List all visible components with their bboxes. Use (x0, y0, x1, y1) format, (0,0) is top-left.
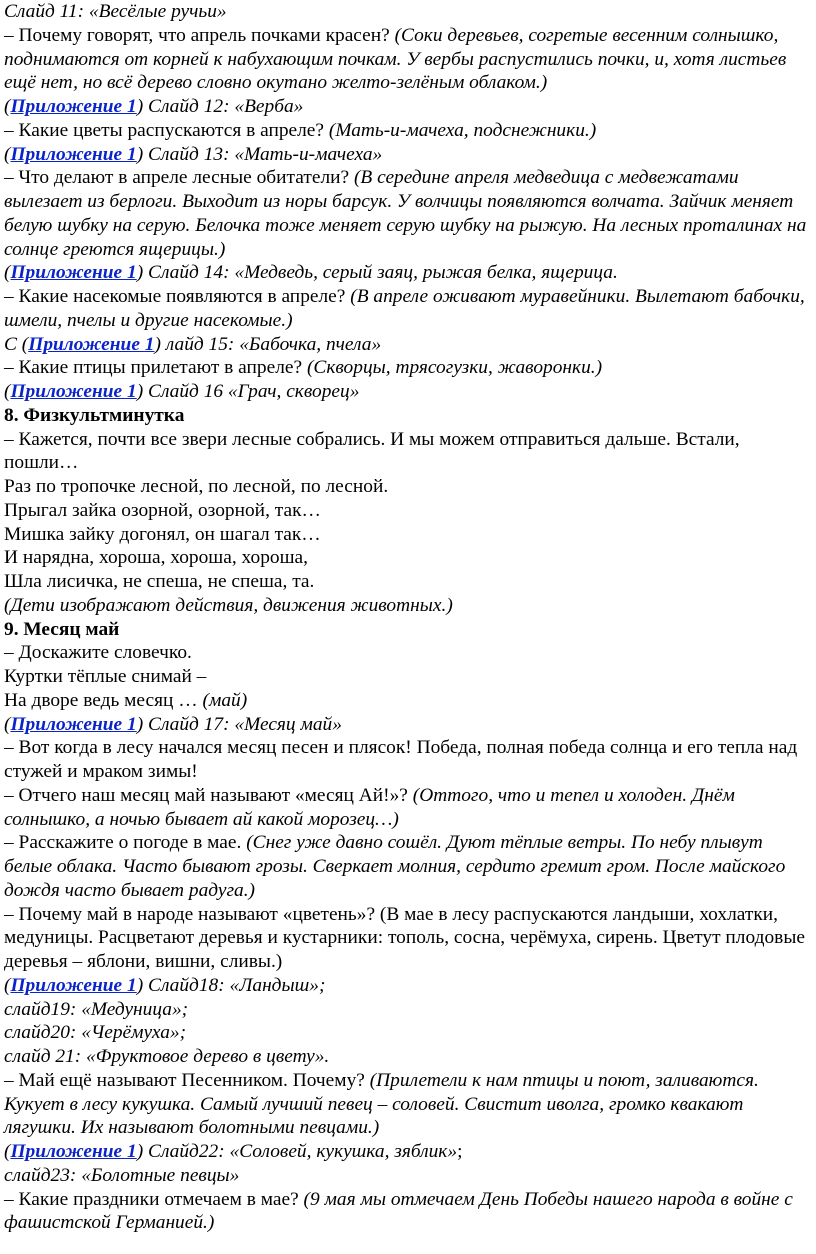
question-month-ai (4, 784, 808, 832)
answer-text: (В апреле оживают муравейники. Вылетают бабочки, шмели, пчелы и другие насекомые.) (4, 286, 805, 331)
slide-17-title: ) Слайд 17: «Месяц май» (136, 713, 342, 735)
slide-23-line: слайд23: «Болотные певцы» (4, 1164, 240, 1186)
paren-open: ( (4, 381, 11, 402)
question-text: – Какие цветы распускаются в апреле? (4, 119, 329, 141)
section-8-note: (Дети изображают действия, движения животных.) (4, 594, 453, 616)
question-insects (4, 285, 808, 333)
question-april-flowers (4, 119, 808, 143)
answer-text: (Снег уже давно сошёл. Дуют тёплые ветры. По небу плывут белые облака. Часто бывают грозы. Сверкает молния, сердито гремит гром. После майского дождя часто бывает радуга.) (4, 832, 786, 901)
paren-open: С ( (4, 333, 29, 355)
slide-16-line (4, 380, 808, 404)
slide-22-line (4, 1140, 808, 1164)
riddle-text: На дворе ведь месяц … (4, 689, 203, 711)
slide-14-line (4, 261, 808, 285)
appendix-1-link[interactable]: Приложение 1 (10, 143, 137, 165)
appendix-1-link[interactable]: Приложение 1 (10, 96, 137, 117)
question-text: – Расскажите о погоде в мае. (4, 832, 247, 854)
question-songster (4, 1069, 808, 1140)
slide-12-title: ) Слайд 12: «Верба» (136, 96, 304, 117)
question-tsveten: – Почему май в народе называют «цветень»? (В мае в лесу распускаются ландыши, хохлатки, медуницы. Расцветают деревья и кустарники: тополь, сосна, черёмуха, сирень. Цветут плодовые деревья – яблони, вишни, сливы.) (4, 903, 805, 972)
slide-12-line (4, 95, 808, 119)
slide-17-line (4, 713, 808, 737)
verse-line: Прыгал зайка озорной, озорной, так… (4, 499, 321, 521)
slide-14-title: ) Слайд 14: «Медведь, серый заяц, рыжая белка, ящерица. (136, 262, 618, 284)
section-8-intro: – Кажется, почти все звери лесные собрались. И мы можем отправиться дальше. Встали, пошли… (4, 428, 740, 474)
paragraph-songs: – Вот когда в лесу начался месяц песен и плясок! Победа, полная победа солнца и его тепла над стужей и мраком зимы! (4, 737, 798, 782)
slide-20-line: слайд20: «Черёмуха»; (4, 1022, 187, 1044)
question-text: – Какие насекомые появляются в апреле? (4, 286, 351, 307)
slide-15-line (4, 333, 808, 357)
answer-text: (Мать-и-мачеха, подснежники.) (328, 119, 597, 141)
riddle-line (4, 689, 808, 713)
section-9-heading: 9. Месяц май (4, 618, 120, 640)
answer-text: (Соки деревьев, согретые весенним солнышко, поднимаются от корней к набухающим почкам. У вербы распустились почки, и, хотя листьев ещё нет, но всё дерево словно окутано желто-зелёным облаком.) (4, 24, 787, 94)
question-forest-dwellers (4, 166, 808, 261)
paren-open: ( (4, 143, 11, 165)
slide-15-title: ) лайд 15: «Бабочка, пчела» (154, 333, 382, 355)
question-april-buds (4, 24, 808, 95)
paren-open: ( (4, 974, 11, 996)
verse-line: Раз по тропочке лесной, по лесной, по лесной. (4, 476, 389, 497)
question-text: – Отчего наш месяц май называют «месяц Ай!»? (4, 784, 413, 806)
appendix-1-link[interactable]: Приложение 1 (10, 1141, 137, 1162)
question-may-holidays (4, 1188, 808, 1236)
slide-13-title: ) Слайд 13: «Мать-и-мачеха» (136, 143, 383, 165)
verse-line: Мишка зайку догонял, он шагал так… (4, 523, 321, 545)
section-9-prompt: – Доскажите словечко. (4, 642, 192, 664)
appendix-1-link[interactable]: Приложение 1 (10, 262, 137, 284)
question-text: – Какие птицы прилетают в апреле? (4, 357, 307, 379)
slide-16-title: ) Слайд 16 «Грач, скворец» (136, 381, 360, 402)
answer-text: (Скворцы, трясогузки, жаворонки.) (306, 357, 603, 379)
slide-22-tail: ; (457, 1141, 463, 1162)
appendix-1-link[interactable]: Приложение 1 (28, 333, 155, 355)
riddle-answer: (май) (202, 689, 248, 711)
answer-text: (Прилетели к нам птицы и поют, заливаются. Кукует в лесу кукушка. Самый лучший певец – соловей. Свистит иволга, громко квакают лягушки. Их называют болотными певцами.) (4, 1069, 759, 1139)
paren-open: ( (4, 713, 11, 735)
slide-22-title: ) Слайд22: «Соловей, кукушка, зяблик» (136, 1141, 458, 1162)
slide-13-line (4, 143, 808, 167)
slide-18-line (4, 974, 808, 998)
slide-21-line: слайд 21: «Фруктовое дерево в цвету». (4, 1046, 330, 1067)
question-text: – Что делают в апреле лесные обитатели? (4, 167, 354, 189)
answer-text: (9 мая мы отмечаем День Победы нашего народа в войне с фашистской Германией.) (4, 1188, 793, 1234)
slide-18-title: ) Слайд18: «Ландыш»; (136, 974, 326, 996)
paren-open: ( (4, 96, 11, 117)
verse-line: И нарядна, хороша, хороша, хороша, (4, 547, 308, 569)
slide-11-title: Слайд 11: «Весёлые ручьи» (4, 1, 227, 22)
paren-open: ( (4, 1141, 11, 1162)
appendix-1-link[interactable]: Приложение 1 (10, 974, 137, 996)
appendix-1-link[interactable]: Приложение 1 (10, 381, 137, 402)
answer-text: (В середине апреля медведица с медвежатами вылезает из берлоги. Выходит из норы барсук. У волчицы появляются волчата. Зайчик меняет белую шубку на серую. Белочка тоже меняет серую шубку на рыжую. На лесных проталинах на солнце греются ящерицы.) (4, 167, 807, 260)
question-birds (4, 356, 808, 380)
question-text: – Май ещё называют Песенником. Почему? (4, 1069, 370, 1091)
paren-open: ( (4, 262, 11, 284)
answer-text: (Оттого, что и тепел и холоден. Днём солнышко, а ночью бывает ай какой морозец…) (4, 784, 735, 830)
question-text: – Какие праздники отмечаем в мае? (4, 1188, 304, 1210)
section-8-heading: 8. Физкультминутка (4, 404, 185, 426)
question-text: – Почему говорят, что апрель почками красен? (4, 24, 395, 46)
riddle-line: Куртки тёплые снимай – (4, 666, 207, 687)
slide-19-line: слайд19: «Медуница»; (4, 998, 189, 1020)
question-may-weather (4, 831, 808, 902)
verse-line: Шла лисичка, не спеша, не спеша, та. (4, 571, 315, 592)
appendix-1-link[interactable]: Приложение 1 (10, 713, 137, 735)
